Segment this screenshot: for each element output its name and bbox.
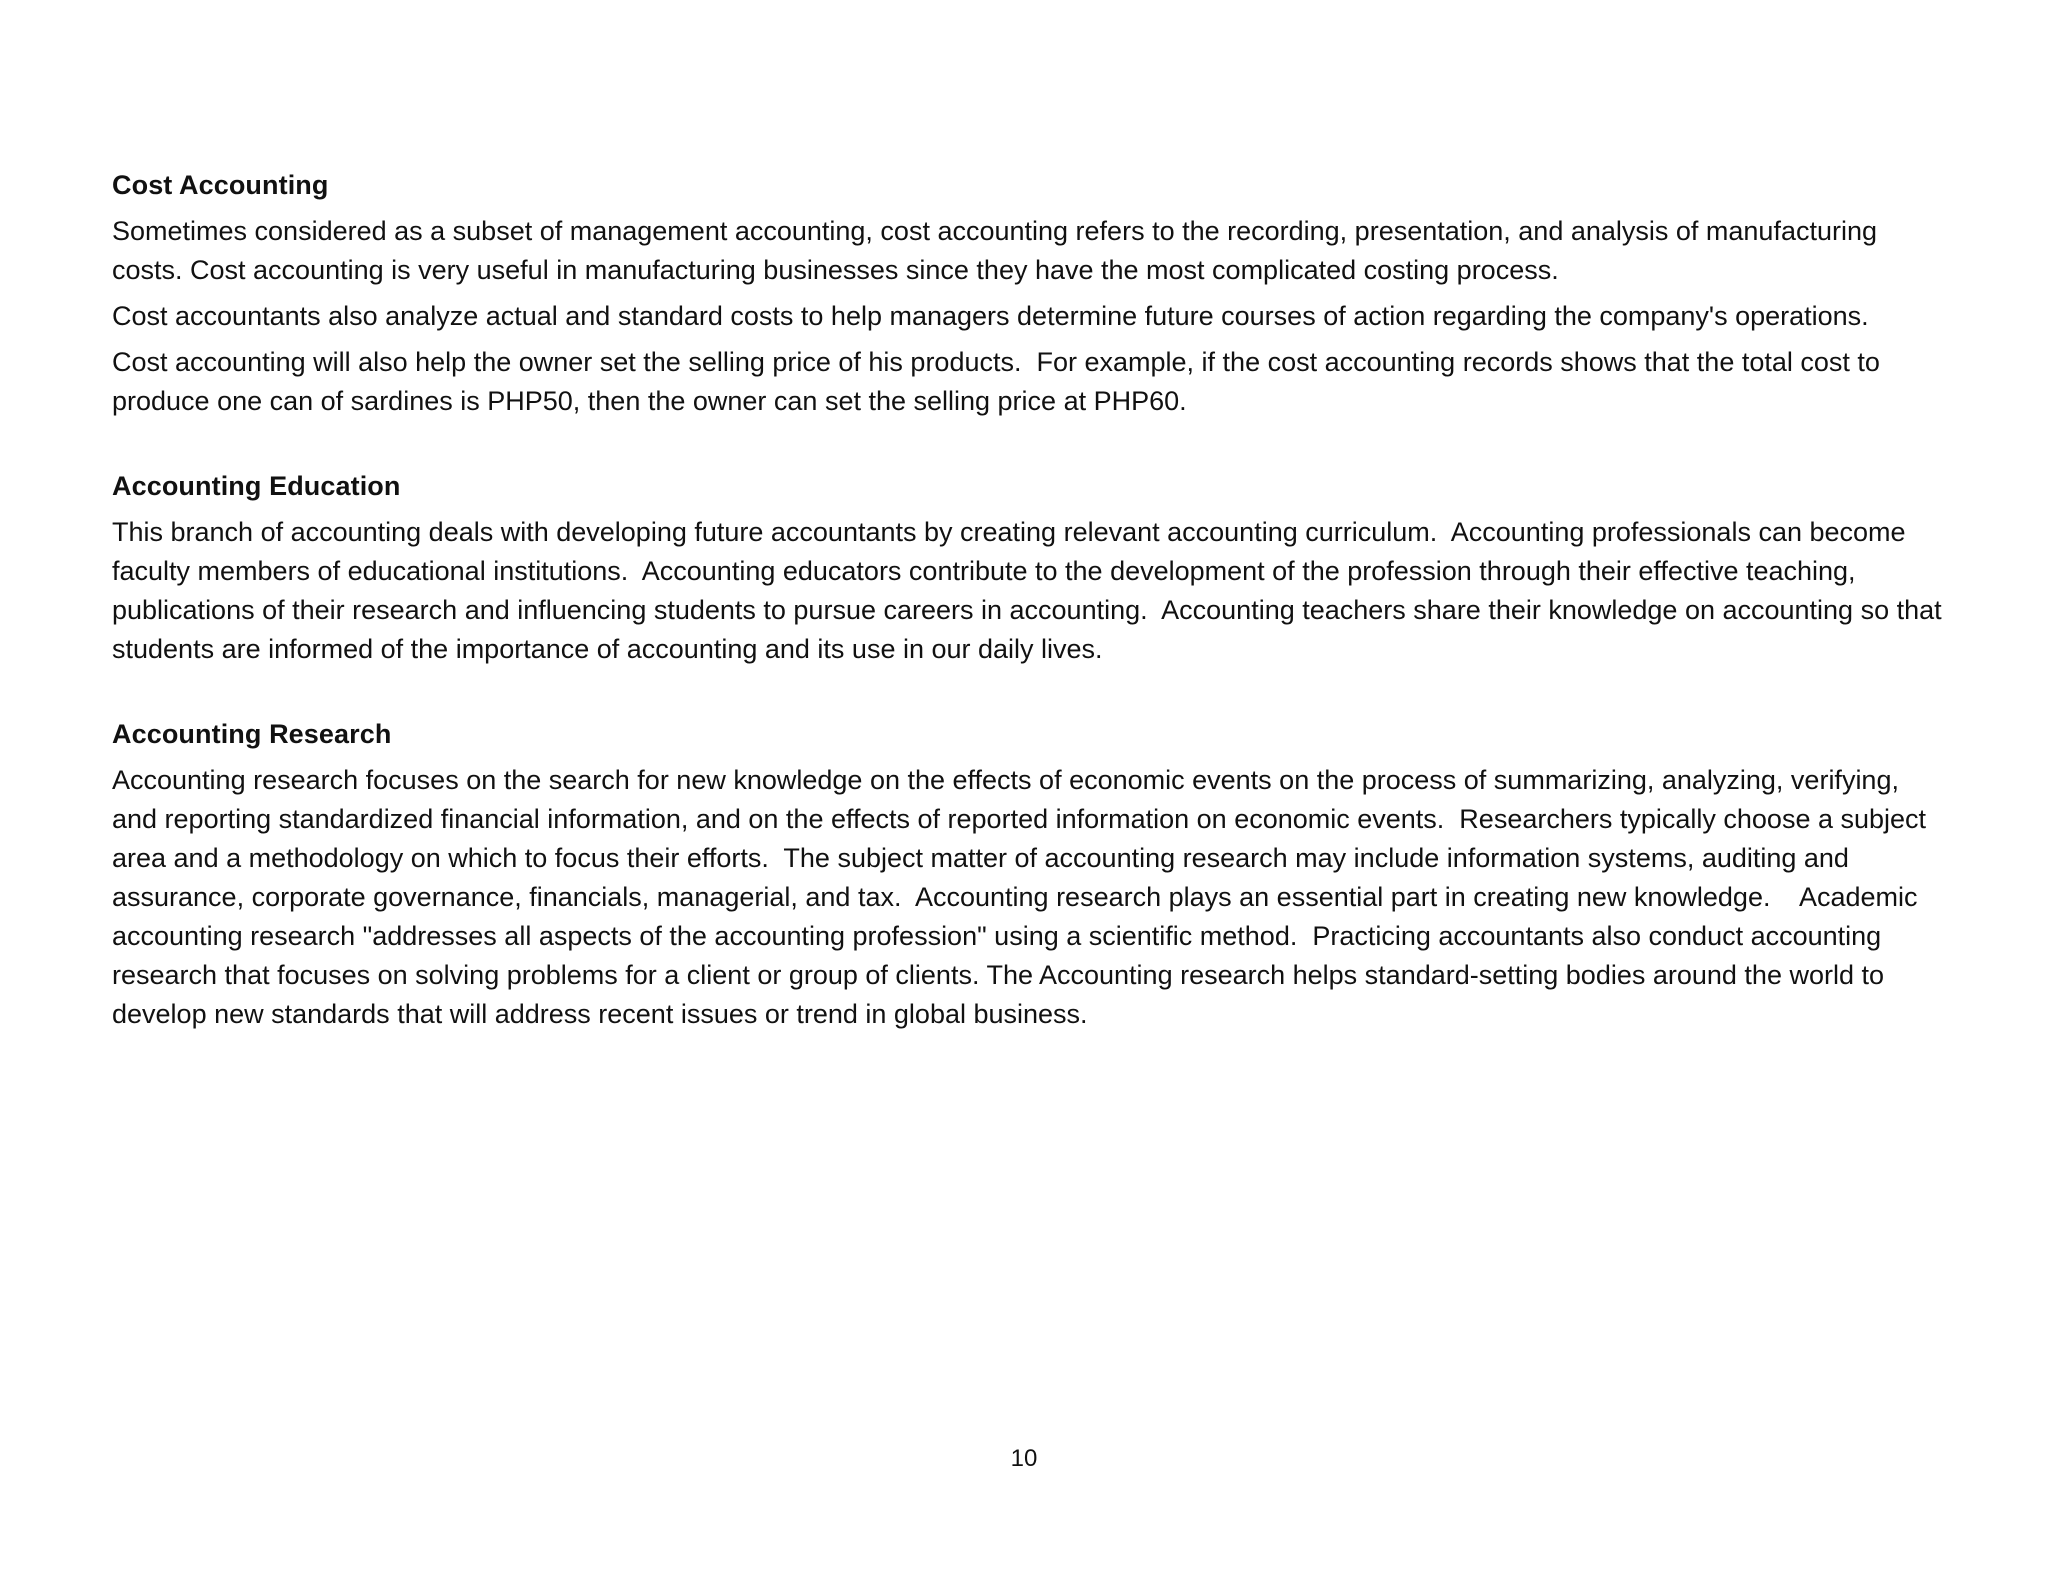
paragraph: Cost accountants also analyze actual and standard costs to help managers determine future courses of action regarding the company's operations. bbox=[112, 301, 1869, 331]
paragraph: This branch of accounting deals with developing future accountants by creating relevant accounting curriculum. Accounting professionals can become faculty members of educational institutions. Accounting educators contribute to the development of the profession through their effective teaching, publications of their research and influencing students to pursue careers in accounting. Accounting teachers share their knowledge on accounting so that students are informed of the importance of accounting and its use in our daily lives. bbox=[112, 517, 1950, 664]
section-heading: Accounting Research bbox=[112, 719, 392, 749]
paragraph: Cost accounting will also help the owner set the selling price of his products. For example, if the cost accounting records shows that the total cost to produce one can of sardines is PHP50, then the owner can set the selling price at PHP60. bbox=[112, 347, 1888, 416]
document-page bbox=[112, 168, 1950, 1082]
paragraph: Accounting research focuses on the search for new knowledge on the effects of economic events on the process of summarizing, analyzing, verifying, and reporting standardized financial information, and on the effects of reported information on economic events. Researchers typically choose a subject area and a methodology on which to focus their efforts. The subject matter of accounting research may include information systems, auditing and assurance, corporate governance, financials, managerial, and tax. Accounting research plays an essential part in creating new knowledge. Academic accounting research "addresses all aspects of the accounting profession" using a scientific method. Practicing accountants also conduct accounting research that focuses on solving problems for a client or group of clients. The Accounting research helps standard-setting bodies around the world to develop new standards that will address recent issues or trend in global business. bbox=[112, 765, 1934, 1029]
page-number: 10 bbox=[1010, 1445, 1038, 1472]
section-accounting-education bbox=[112, 469, 1950, 669]
section-accounting-research bbox=[112, 717, 1942, 1034]
paragraph: Sometimes considered as a subset of management accounting, cost accounting refers to the recording, presentation, and analysis of manufacturing costs. Cost accounting is very useful in manufacturing businesses since they have the most complicated costing process. bbox=[112, 216, 1885, 285]
section-cost-accounting bbox=[112, 168, 1942, 421]
section-heading: Accounting Education bbox=[112, 471, 401, 501]
section-heading: Cost Accounting bbox=[112, 170, 329, 200]
